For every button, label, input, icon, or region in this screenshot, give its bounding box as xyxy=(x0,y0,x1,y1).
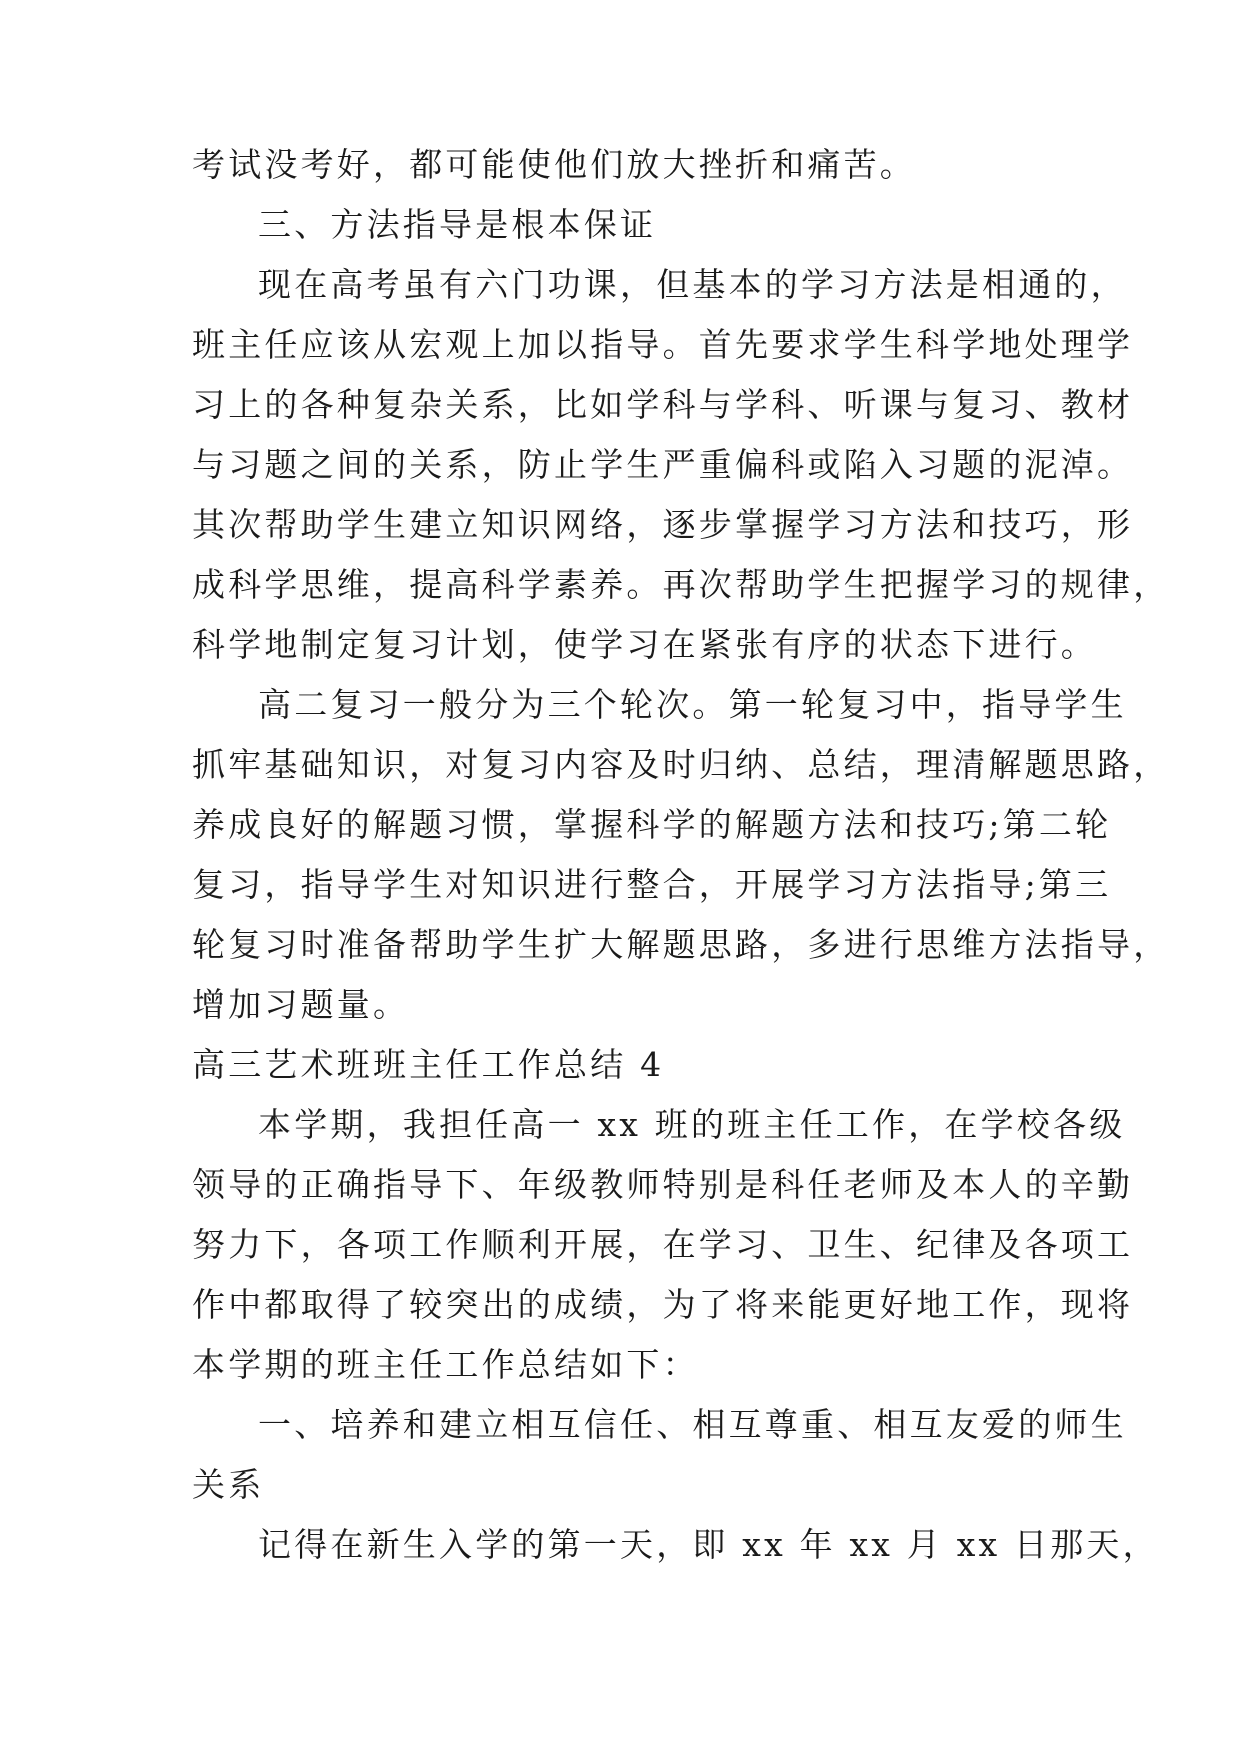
article-title: 高三艺术班班主任工作总结 4 xyxy=(192,1045,665,1084)
section-heading: 三、方法指导是根本保证 xyxy=(258,205,657,244)
text-line: 轮复习时准备帮助学生扩大解题思路，多进行思维方法指导， xyxy=(192,925,1170,964)
text-line: 复习，指导学生对知识进行整合，开展学习方法指导;第三 xyxy=(192,865,1112,904)
section-heading-continued: 关系 xyxy=(192,1465,265,1504)
text-line: 高二复习一般分为三个轮次。第一轮复习中，指导学生 xyxy=(258,685,1127,724)
text-line: 与习题之间的关系，防止学生严重偏科或陷入习题的泥淖。 xyxy=(192,445,1134,484)
text-line: 努力下，各项工作顺利开展，在学习、卫生、纪律及各项工 xyxy=(192,1225,1134,1264)
text-line: 成科学思维，提高科学素养。再次帮助学生把握学习的规律， xyxy=(192,565,1170,604)
text-line: 记得在新生入学的第一天，即 xx 年 xx 月 xx 日那天， xyxy=(258,1525,1159,1564)
text-line: 现在高考虽有六门功课，但基本的学习方法是相通的， xyxy=(258,265,1127,304)
text-line: 本学期的班主任工作总结如下： xyxy=(192,1345,699,1384)
text-line: 本学期，我担任高一 xx 班的班主任工作，在学校各级 xyxy=(258,1105,1126,1144)
text-line: 增加习题量。 xyxy=(192,985,410,1024)
text-line: 领导的正确指导下、年级教师特别是科任老师及本人的辛勤 xyxy=(192,1165,1134,1204)
text-line: 作中都取得了较突出的成绩，为了将来能更好地工作，现将 xyxy=(192,1285,1134,1324)
text-line: 养成良好的解题习惯，掌握科学的解题方法和技巧;第二轮 xyxy=(192,805,1112,844)
text-line: 其次帮助学生建立知识网络，逐步掌握学习方法和技巧，形 xyxy=(192,505,1134,544)
text-line: 科学地制定复习计划，使学习在紧张有序的状态下进行。 xyxy=(192,625,1097,664)
text-line: 习上的各种复杂关系，比如学科与学科、听课与复习、教材 xyxy=(192,385,1134,424)
text-line: 班主任应该从宏观上加以指导。首先要求学生科学地处理学 xyxy=(192,325,1134,364)
text-line: 抓牢基础知识，对复习内容及时归纳、总结，理清解题思路， xyxy=(192,745,1170,784)
section-heading: 一、培养和建立相互信任、相互尊重、相互友爱的师生 xyxy=(258,1405,1127,1444)
text-line: 考试没考好，都可能使他们放大挫折和痛苦。 xyxy=(192,145,916,184)
